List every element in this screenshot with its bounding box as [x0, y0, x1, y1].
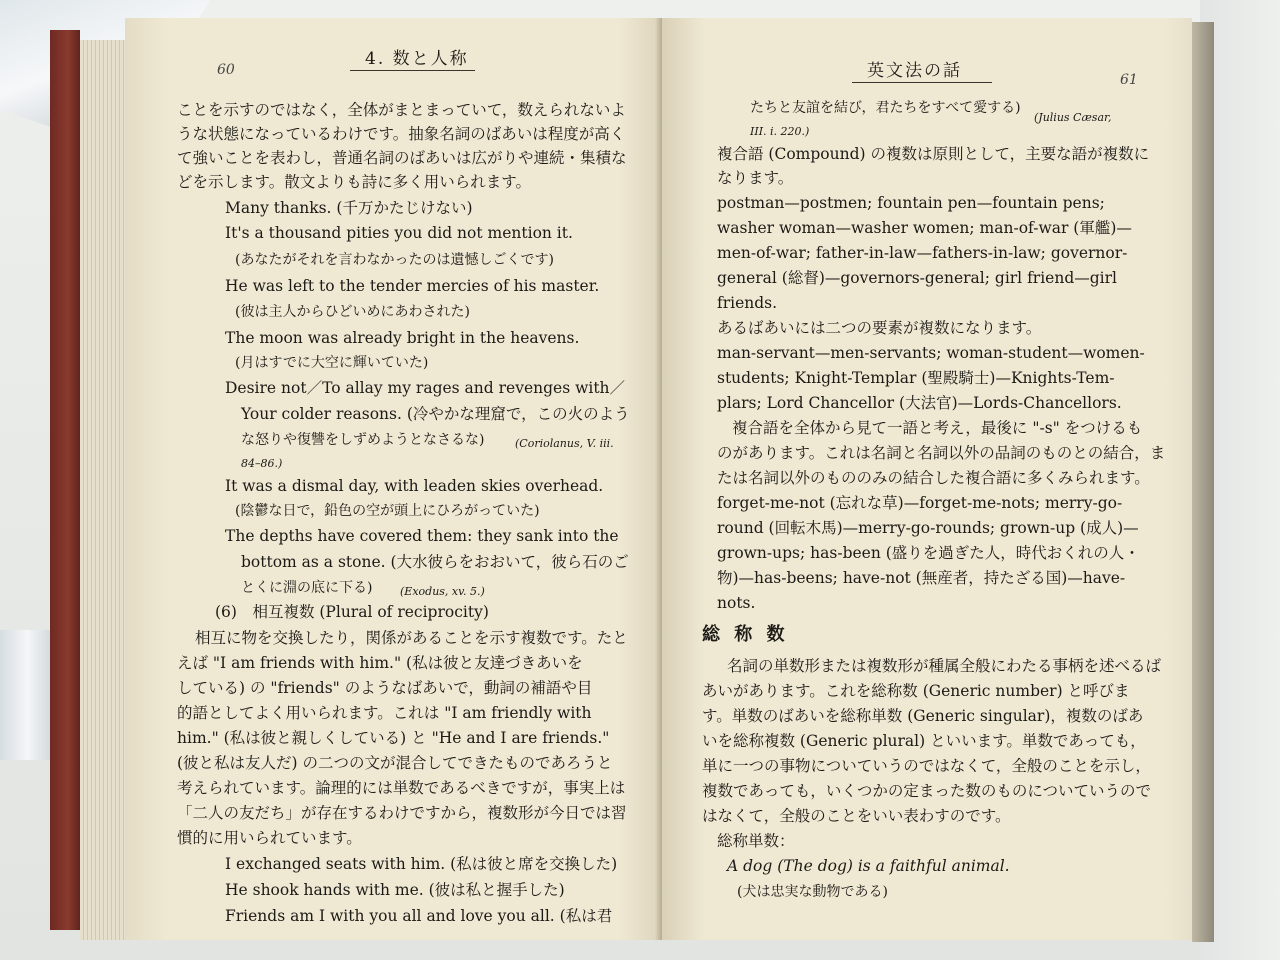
- citation: (Coriolanus, V. iii.: [515, 437, 614, 450]
- subsection-heading: (6) 相互複数 (Plural of reciprocity): [215, 603, 489, 621]
- example-line: man-servant—men-servants; woman-student—women-: [717, 344, 1145, 362]
- example-line: postman—postmen; fountain pen—fountain pens;: [717, 194, 1105, 212]
- body-line: あいがあります。これを総称数 (Generic number) と呼びま: [702, 682, 1130, 700]
- right-page: [662, 18, 1192, 940]
- page-number: 60: [217, 62, 235, 78]
- translation-line: (陰鬱な日で，鉛色の空が頭上にひろがっていた): [235, 503, 540, 519]
- body-line: 複数であっても，いくつかの定まった数のものについていうので: [702, 782, 1152, 800]
- translation-line: (犬は忠実な動物である): [737, 884, 888, 900]
- book-cover-right: [1192, 22, 1214, 942]
- body-line: him." (私は彼と親しくしている) と "He and I are friends.": [177, 729, 610, 747]
- example-line: men-of-war; father-in-law—fathers-in-law; governor-: [717, 244, 1128, 262]
- body-line: 的語としてよく用いられます。これは "I am friendly with: [177, 704, 592, 722]
- running-header: 4. 数と人称: [365, 49, 469, 69]
- body-line: 複合語 (Compound) の複数は原則として，主要な語が複数に: [717, 145, 1150, 163]
- body-line: (彼と私は友人だ) の二つの文が混合してできたものであろうと: [177, 754, 613, 772]
- glass-weight-lower: [0, 630, 55, 760]
- example-line: He shook hands with me. (彼は私と握手した): [225, 881, 565, 899]
- body-line: のがあります。これは名詞と名詞以外の品詞のものとの結合，ま: [717, 444, 1166, 462]
- example-line: round (回転木馬)—merry-go-rounds; grown-up (成人)—: [717, 519, 1139, 537]
- translation-line: な怒りや復讐をしずめようとなさるな): [241, 432, 485, 448]
- header-rule: [852, 82, 992, 83]
- body-line: 複合語を全体から見て一語と考え，最後に "-s" をつけるも: [732, 419, 1143, 437]
- body-line: 総称単数：: [717, 832, 795, 850]
- example-line: general (総督)—governors-general; girl friend—girl: [717, 269, 1117, 287]
- translation-line: (彼は主人からひどいめにあわされた): [235, 304, 470, 320]
- body-line: どを示します。散文よりも詩に多く用いられます。: [177, 173, 532, 191]
- example-line: It was a dismal day, with leaden skies overhead.: [225, 477, 604, 495]
- book-cover-left: [50, 30, 80, 930]
- example-line: Friends am I with you all and love you all. (私は君: [225, 907, 613, 925]
- example-line: grown-ups; has-been (盛りを過ぎた人，時代おくれの人・: [717, 544, 1140, 562]
- section-heading: 総 称 数: [702, 624, 789, 645]
- example-line: bottom as a stone. (大水彼らをおおいて，彼ら石のご: [241, 553, 629, 571]
- body-line: 相互に物を交換したり，関係があることを示す複数です。たと: [195, 629, 628, 647]
- body-line: 「二人の友だち」が存在するわけですから，複数形が今日では習: [177, 804, 627, 822]
- example-line: A dog (The dog) is a faithful animal.: [727, 857, 1010, 875]
- example-line: Many thanks. (千万かたじけない): [225, 199, 473, 217]
- body-line: いを総称複数 (Generic plural) といいます。単数であっても，: [702, 732, 1146, 750]
- example-line: The moon was already bright in the heavens.: [225, 329, 580, 347]
- page-edges: [80, 40, 130, 940]
- body-line: ことを示すのではなく，全体がまとまっていて，数えられないよ: [177, 101, 626, 119]
- body-line: えば "I am friends with him." (私は彼と友達づきあいを: [177, 654, 583, 672]
- body-line: うな状態になっているわけです。抽象名詞のばあいは程度が高く: [177, 125, 626, 143]
- body-line: はなくて，全般のことをいい表わすのです。: [702, 807, 1011, 825]
- page-number: 61: [1120, 72, 1138, 88]
- citation: (Exodus, xv. 5.): [400, 585, 485, 598]
- body-line: 慣的に用いられています。: [177, 829, 362, 847]
- body-line: す。単数のばあいを総称単数 (Generic singular)，複数のばあ: [702, 707, 1144, 725]
- citation: (Julius Cæsar,: [1034, 111, 1112, 124]
- translation-line: たちと友誼を結び，君たちをすべて愛する): [750, 100, 1021, 116]
- example-line: plars; Lord Chancellor (大法官)—Lords-Chancellors.: [717, 394, 1122, 412]
- example-line: 物)—has-beens; have-not (無産者，持たざる国)—have-: [717, 569, 1126, 587]
- body-line: たは名詞以外のもののみの結合した複合語に多くみられます。: [717, 469, 1150, 487]
- citation: 84–86.): [241, 457, 283, 470]
- left-page: [125, 18, 662, 940]
- example-line: students; Knight-Templar (聖殿騎士)—Knights-Tem-: [717, 369, 1115, 387]
- body-line: 名詞の単数形または複数形が種属全般にわたる事柄を述べるば: [727, 657, 1162, 675]
- example-line: He was left to the tender mercies of his master.: [225, 277, 600, 295]
- body-line: なります。: [717, 169, 794, 187]
- translation-line: とくに淵の底に下る): [241, 580, 373, 596]
- example-line: forget-me-not (忘れな草)—forget-me-nots; merry-go-: [717, 494, 1123, 512]
- body-line: している) の "friends" のようなばあいで，動詞の補語や目: [177, 679, 593, 697]
- example-line: I exchanged seats with him. (私は彼と席を交換した): [225, 855, 618, 873]
- example-line: Your colder reasons. (冷やかな理窟で，この火のよう: [241, 405, 630, 423]
- body-line: 単に一つの事物についていうのではなくて，全般のことを示し，: [702, 757, 1151, 775]
- example-line: Desire not／To allay my rages and revenges with／: [225, 379, 626, 397]
- header-rule: [350, 70, 475, 71]
- body-line: あるばあいには二つの要素が複数になります。: [717, 319, 1042, 337]
- example-line: friends.: [717, 294, 778, 312]
- body-line: て強いことを表わし，普通名詞のばあいは広がりや連続・集積な: [177, 149, 627, 167]
- example-line: nots.: [717, 594, 756, 612]
- translation-line: (あなたがそれを言わなかったのは遺憾しごくです): [235, 252, 554, 268]
- running-header: 英文法の話: [867, 61, 962, 81]
- translation-line: (月はすでに大空に輝いていた): [235, 355, 429, 371]
- body-line: 考えられています。論理的には単数であるべきですが，事実上は: [177, 779, 626, 797]
- citation: III. i. 220.): [750, 125, 810, 138]
- example-line: washer woman—washer women; man-of-war (軍艦)—: [717, 219, 1132, 237]
- example-line: It's a thousand pities you did not mention it.: [225, 224, 573, 242]
- example-line: The depths have covered them: they sank into the: [225, 527, 619, 545]
